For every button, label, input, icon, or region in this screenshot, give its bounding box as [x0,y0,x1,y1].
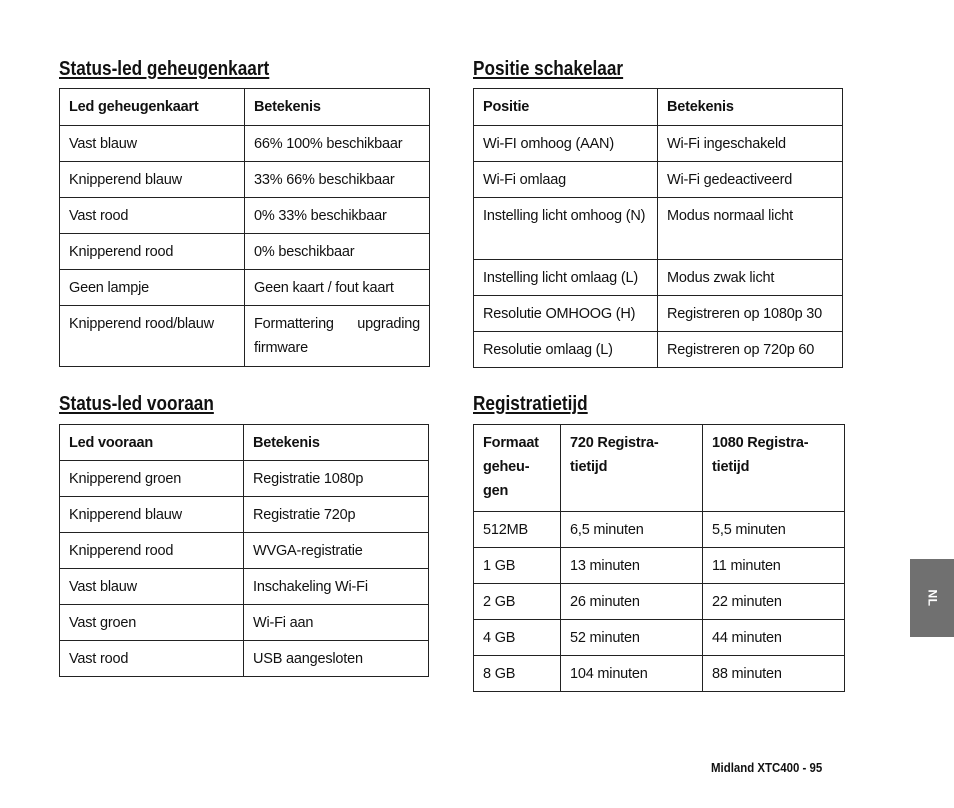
table-cell: 44 minuten [703,620,845,656]
table-cell: Resolutie omlaag (L) [474,332,658,368]
table-cell: 88 minuten [703,656,845,692]
table-cell: 22 minuten [703,584,845,620]
switch-table [473,88,843,368]
table-row [60,533,429,569]
memory-led-table [59,88,430,367]
table-row [474,656,845,692]
table-cell: 1 GB [474,548,561,584]
table-row [60,234,430,270]
table-cell: Knipperend blauw [60,497,244,533]
table-cell: Formattering upgrading firmware [245,306,430,367]
table-row [474,296,843,332]
table-cell: Instelling licht omlaag (L) [474,260,658,296]
rec-time-title: Registratietijd [473,393,588,415]
table-cell: Knipperend rood/blauw [60,306,245,367]
table-cell: 26 minuten [561,584,703,620]
switch-title: Positie schakelaar [473,58,624,80]
table-row [474,620,845,656]
table-cell: 0% 33% beschikbaar [245,198,430,234]
table-row [474,198,843,260]
table-header-row [60,89,430,126]
table-cell: 0% beschikbaar [245,234,430,270]
table-row [474,126,843,162]
header-cell: Formaat geheu-gen [474,425,561,512]
table-cell: 33% 66% beschikbaar [245,162,430,198]
table-cell: 2 GB [474,584,561,620]
table-cell: Vast blauw [60,126,245,162]
table-cell: Registreren op 1080p 30 [658,296,843,332]
table-cell: Knipperend blauw [60,162,245,198]
memory-led-title: Status-led geheugenkaart [59,58,270,80]
header-cell: Led vooraan [60,425,244,461]
table-cell: Wi-Fi omlaag [474,162,658,198]
table-cell: Knipperend rood [60,234,245,270]
table-cell: Wi-Fi aan [244,605,429,641]
table-cell: Vast blauw [60,569,244,605]
table-cell: 8 GB [474,656,561,692]
rec-time-table [473,424,845,692]
table-row [60,569,429,605]
header-cell: 720 Registra-tietijd [561,425,703,512]
table-cell: Wi-Fi gedeactiveerd [658,162,843,198]
table-cell: 6,5 minuten [561,512,703,548]
table-cell: Inschakeling Wi-Fi [244,569,429,605]
table-cell: Modus normaal licht [658,198,843,260]
table-row [60,641,429,677]
table-cell: Wi-FI omhoog (AAN) [474,126,658,162]
table-row [60,270,430,306]
language-tab [910,559,954,637]
table-cell: 104 minuten [561,656,703,692]
table-row [60,461,429,497]
header-cell: 1080 Registra-tietijd [703,425,845,512]
table-row [474,512,845,548]
table-cell: Vast rood [60,198,245,234]
table-row [60,497,429,533]
header-cell: Led geheugenkaart [60,89,245,126]
table-cell: 13 minuten [561,548,703,584]
table-cell: Wi-Fi ingeschakeld [658,126,843,162]
table-cell: 66% 100% beschikbaar [245,126,430,162]
table-cell: USB aangesloten [244,641,429,677]
table-cell: Geen lampje [60,270,245,306]
table-row [474,162,843,198]
table-row [474,548,845,584]
table-header-row [474,425,845,512]
table-row [60,198,430,234]
table-cell: 5,5 minuten [703,512,845,548]
table-row [60,605,429,641]
page-footer: Midland XTC400 - 95 [711,760,823,775]
header-cell: Betekenis [658,89,843,126]
front-led-table [59,424,429,677]
table-cell: Registratie 1080p [244,461,429,497]
table-cell: Vast groen [60,605,244,641]
front-led-title: Status-led vooraan [59,393,214,415]
table-cell: Resolutie OMHOOG (H) [474,296,658,332]
table-cell: 52 minuten [561,620,703,656]
table-row [474,332,843,368]
table-cell: WVGA-registratie [244,533,429,569]
header-cell: Betekenis [244,425,429,461]
table-header-row [474,89,843,126]
table-row [60,126,430,162]
table-cell: Geen kaart / fout kaart [245,270,430,306]
table-cell: Modus zwak licht [658,260,843,296]
table-row [474,584,845,620]
header-cell: Betekenis [245,89,430,126]
table-row [60,162,430,198]
table-cell: 11 minuten [703,548,845,584]
language-tab-label: NL [925,589,939,607]
table-cell: Registreren op 720p 60 [658,332,843,368]
table-cell: Knipperend rood [60,533,244,569]
table-cell: Vast rood [60,641,244,677]
table-cell: Registratie 720p [244,497,429,533]
table-cell: Instelling licht omhoog (N) [474,198,658,260]
table-row [474,260,843,296]
table-cell: Knipperend groen [60,461,244,497]
table-cell: 512MB [474,512,561,548]
table-row [60,306,430,367]
header-cell: Positie [474,89,658,126]
table-header-row [60,425,429,461]
table-cell: 4 GB [474,620,561,656]
